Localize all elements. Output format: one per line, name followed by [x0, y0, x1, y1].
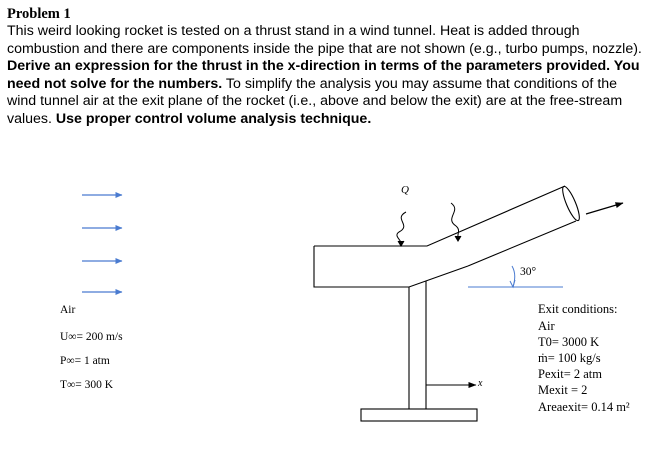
- angle-label: 30°: [520, 266, 537, 278]
- freestream-temperature: T∞= 300 K: [60, 379, 114, 391]
- problem-title: Problem 1: [7, 6, 71, 22]
- exit-area: Areaexit= 0.14 m²: [538, 400, 630, 414]
- exit-flow-arrow: [586, 203, 623, 214]
- exit-pressure: Pexit= 2 atm: [538, 367, 602, 381]
- freestream-fluid: Air: [60, 304, 76, 316]
- problem-bold-instruction: Derive an expression for the thrust in the x-direction in terms of the parameters provided. You need not solve for the numbers.: [7, 58, 640, 92]
- exit-mass-flow: ṁ= 100 kg/s: [538, 351, 601, 365]
- problem-bold-method: Use proper control volume analysis technique.: [55, 110, 372, 127]
- rocket-exit-plane: [560, 185, 583, 223]
- rocket-body: [314, 185, 582, 287]
- exit-stagnation-temperature: T0= 3000 K: [538, 335, 600, 349]
- exit-heading: Exit conditions:: [538, 302, 618, 316]
- exit-fluid: Air: [538, 319, 555, 333]
- angle-indicator: [468, 266, 563, 287]
- x-axis-label: x: [478, 378, 483, 389]
- support-stand: [361, 281, 477, 421]
- problem-assumption: To simplify the analysis you may assume that conditions of the wind tunnel air at the exit plane of the rocket (i.e., above and below the exit) are at the free-stream values.: [7, 75, 623, 127]
- freestream-arrows: [82, 195, 122, 292]
- heat-arrow: [397, 212, 406, 244]
- problem-intro: This weird looking rocket is tested on a thrust stand in a wind tunnel. Heat is added through combustion and there are components inside the pipe that are not shown (e.g., turbo pumps, nozzle).: [7, 23, 642, 57]
- heat-arrows: [397, 203, 461, 246]
- stand-base: [361, 409, 477, 421]
- heat-label: Q: [401, 184, 409, 196]
- freestream-pressure: P∞= 1 atm: [60, 355, 110, 367]
- exit-mach: Mexit = 2: [538, 383, 588, 397]
- freestream-velocity: U∞= 200 m/s: [60, 331, 123, 343]
